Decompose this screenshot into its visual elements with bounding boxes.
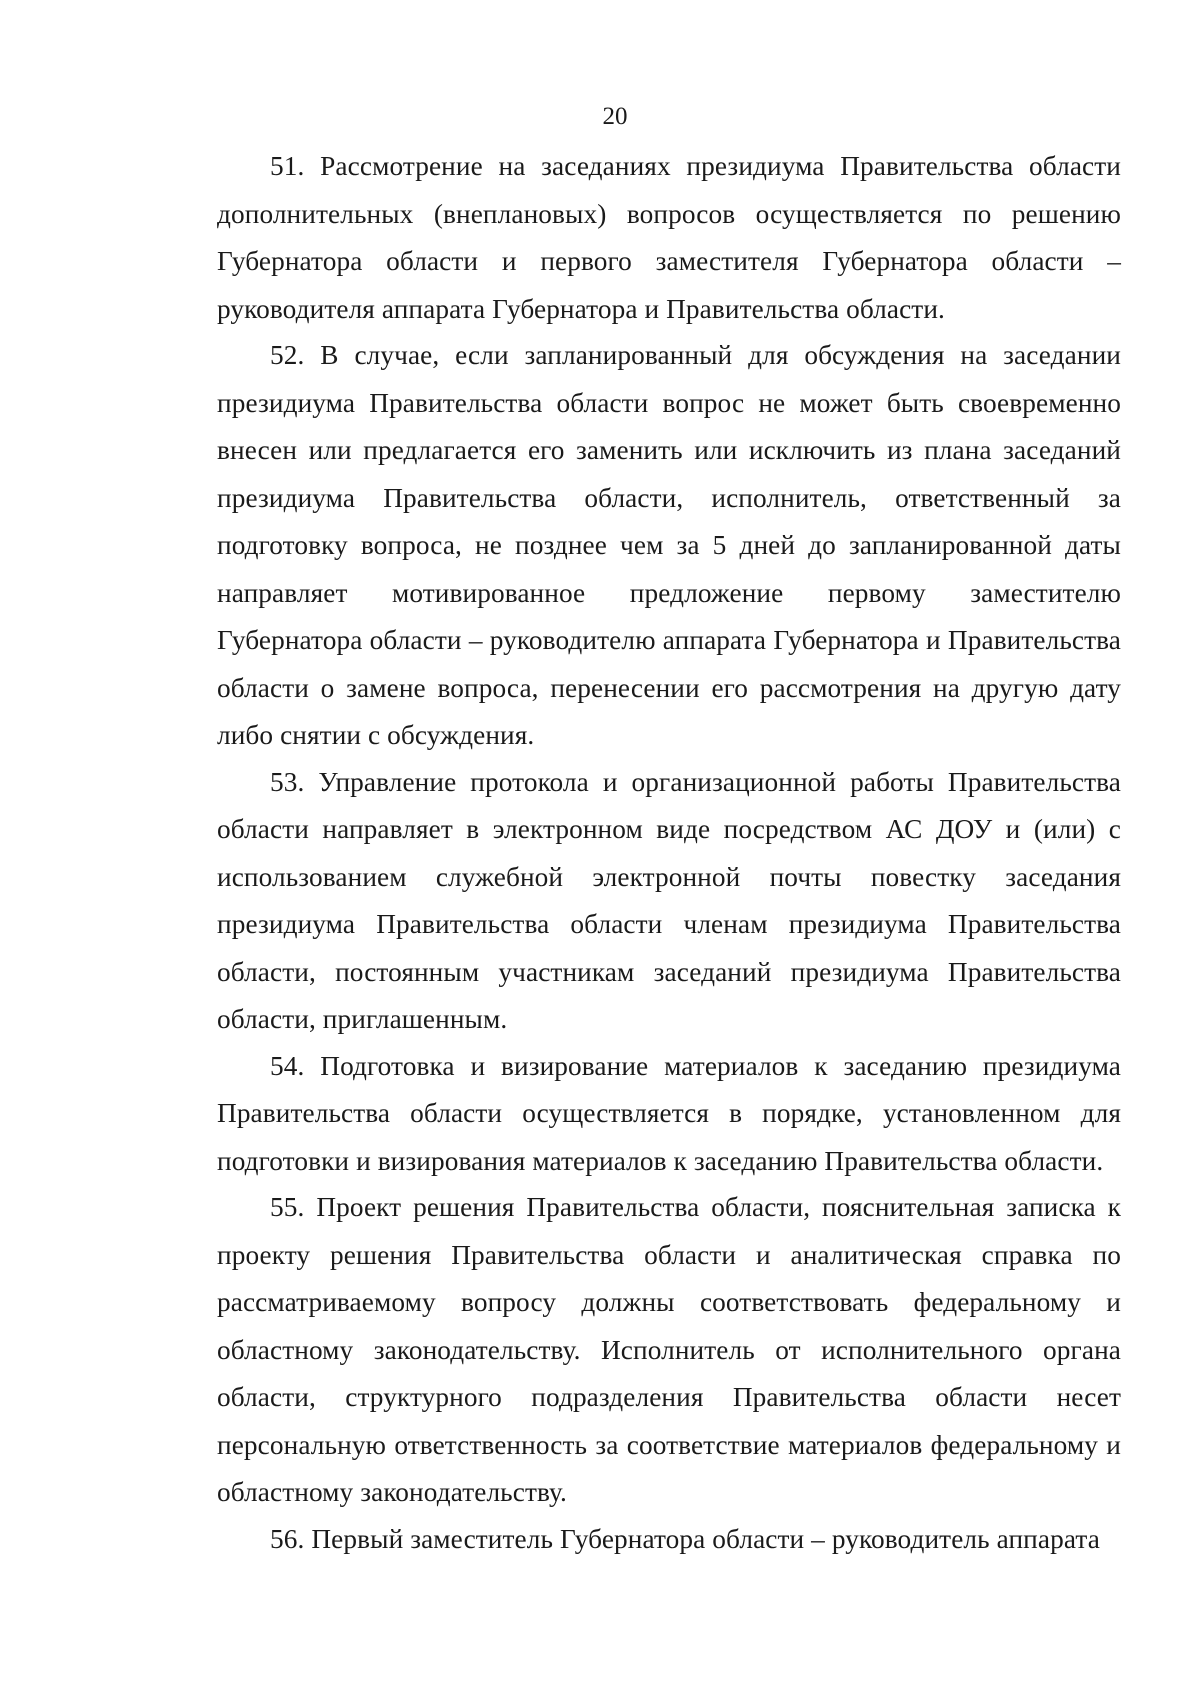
paragraph-text: Подготовка и визирование материалов к заседанию президиума Правительства области осуществляется в порядке, установленном для подготовки и визирования материалов к заседанию Правительства области. [217, 1050, 1121, 1176]
paragraph-56 [217, 1516, 1121, 1564]
paragraph-number: 52. [270, 340, 305, 370]
paragraph-number: 53. [270, 766, 305, 797]
paragraph-number: 56. [270, 1523, 305, 1554]
paragraph-number: 54. [270, 1050, 305, 1081]
paragraph-text: Проект решения Правительства области, пояснительная записка к проекту решения Правительства области и аналитическая справка по рассматриваемому вопросу должны соответствовать федеральному и областному законодательству. Исполнитель от исполнительного органа области, структурного подразделения Правительства области несет персональную ответственность за соответствие материалов федеральному и областному законодательству. [217, 1192, 1121, 1507]
paragraph-53 [217, 759, 1121, 1044]
paragraph-54 [217, 1043, 1121, 1186]
paragraph-52 [217, 332, 1121, 760]
paragraph-number: 55. [270, 1192, 305, 1222]
paragraph-55 [217, 1184, 1121, 1517]
paragraph-number: 51. [270, 151, 305, 181]
paragraph-text: В случае, если запланированный для обсуждения на заседании президиума Правительства области вопрос не может быть своевременно внесен или предлагается его заменить или исключить из плана заседаний президиума Правительства области, исполнитель, ответственный за подготовку вопроса, не позднее чем за 5 дней до запланированной даты направляет мотивированное предложение первому заместителю Губернатора области – руководителю аппарата Губернатора и Правительства области о замене вопроса, перенесении его рассмотрения на другую дату либо снятии с обсуждения. [217, 340, 1121, 750]
paragraph-51 [217, 143, 1121, 333]
paragraph-text: Управление протокола и организационной работы Правительства области направляет в электронном виде посредством АС ДОУ и (или) с использованием служебной электронной почты повестку заседания президиума Правительства области членам президиума Правительства области, постоянным участникам заседаний президиума Правительства области, приглашенным. [217, 766, 1121, 1034]
paragraph-text: Первый заместитель Губернатора области – руководитель аппарата [311, 1523, 1100, 1554]
paragraph-text: Рассмотрение на заседаниях президиума Правительства области дополнительных (внеплановых) вопросов осуществляется по решению Губернатора области и первого заместителя Губернатора области – руководителя аппарата Губернатора и Правительства области. [217, 151, 1121, 324]
page-number: 20 [602, 103, 628, 130]
document-body [217, 143, 1121, 1563]
